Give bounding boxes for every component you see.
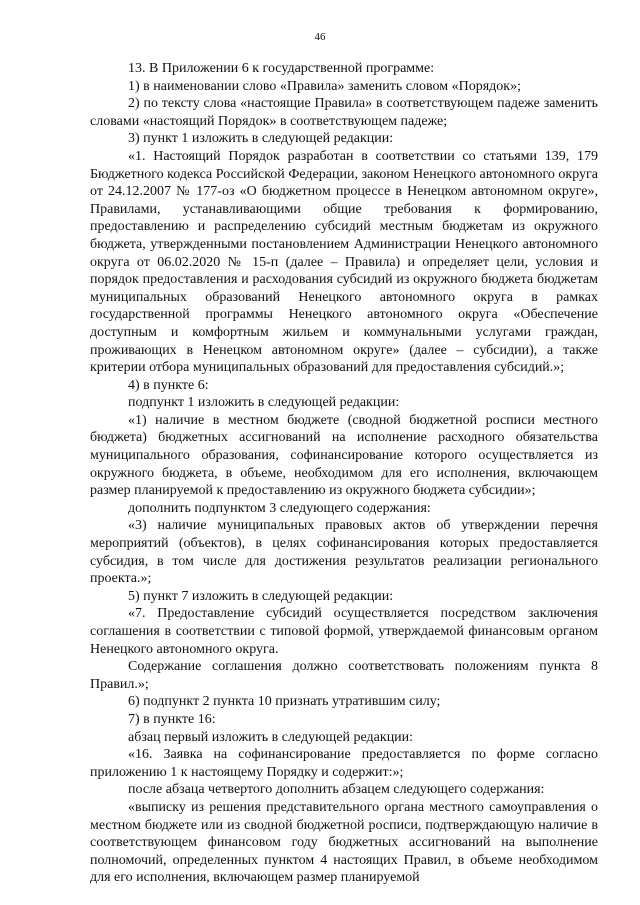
page-number: 46 [314,31,326,43]
paragraph: дополнить подпунктом 3 следующего содержания: [128,500,431,516]
paragraph: «выписку из решения представительного органа местного самоуправления о местном бюджете или из сводной бюджетной росписи, подтверждающую наличие в соответствующем финансовом году бюджетных ассигнований на выполнение полномочий, определенных пунктом 4 настоящих Правил, в объеме необходимом для его исполнения, включающем размер планируемой [90,799,598,886]
paragraph: абзац первый изложить в следующей редакции: [128,729,414,745]
paragraph: 4) в пункте 6: [128,377,209,393]
paragraph: 3) пункт 1 изложить в следующей редакции: [128,131,394,147]
paragraph: «3) наличие муниципальных правовых актов об утверждении перечня мероприятий (объектов), в целях софинансирования которых предоставляется субсидия, в том числе для достижения результатов реализации регионального проекта.»; [90,518,598,587]
paragraph: «1) наличие в местном бюджете (сводной бюджетной росписи местного бюджета) бюджетных ассигнований на исполнение расходного обязательства муниципального образования, софинансирование которого осуществляется из окружного бюджета, в объеме, необходимом для его исполнения, включающем размер планируемой к предоставлению из окружного бюджета субсидии»; [90,412,598,499]
paragraph: после абзаца четвертого дополнить абзацем следующего содержания: [128,782,545,798]
paragraph: 7) в пункте 16: [128,711,216,727]
document-body [90,60,598,887]
paragraph: 5) пункт 7 изложить в следующей редакции: [128,588,394,604]
paragraph: «16. Заявка на софинансирование предоставляется по форме согласно приложению 1 к настоящему Порядку и содержит:»; [90,747,598,780]
paragraph: «1. Настоящий Порядок разработан в соответствии со статьями 139, 179 Бюджетного кодекса Российской Федерации, законом Ненецкого автономного округа от 24.12.2007 № 177-оз «О бюджетном процессе в Ненецком автономном округе», Правилами, устанавливающими общие требования к формированию, предоставлению и распределению субсидий местным бюджетам из окружного бюджета, утвержденными постановлением Администрации Ненецкого автономного округа от 06.02.2020 № 15-п (далее – Правила) и определяет цели, условия и порядок предоставления и расходования субсидий из окружного бюджета бюджетам муниципальных образований Ненецкого автономного округа в рамках государственной программы Ненецкого автономного округа «Обеспечение доступным и комфортным жильем и коммунальными услугами граждан, проживающих в Ненецком автономном округе» (далее – субсидии), а также критерии отбора муниципальных образований для предоставления субсидий.»; [90,148,598,376]
paragraph: 6) подпункт 2 пункта 10 признать утратившим силу; [128,694,441,710]
paragraph: Содержание соглашения должно соответствовать положениям пункта 8 Правил.»; [90,659,598,692]
paragraph: подпункт 1 изложить в следующей редакции: [128,395,400,411]
paragraph: 2) по тексту слова «настоящие Правила» в соответствующем падеже заменить словами «настоящий Порядок» в соответствующем падеже; [90,96,598,129]
paragraph: 1) в наименовании слово «Правила» заменить словом «Порядок»; [128,78,521,94]
paragraph: «7. Предоставление субсидий осуществляется посредством заключения соглашения в соответствии с типовой формой, утверждаемой финансовым органом Ненецкого автономного округа. [90,606,598,657]
paragraph: 13. В Приложении 6 к государственной программе: [128,61,435,76]
